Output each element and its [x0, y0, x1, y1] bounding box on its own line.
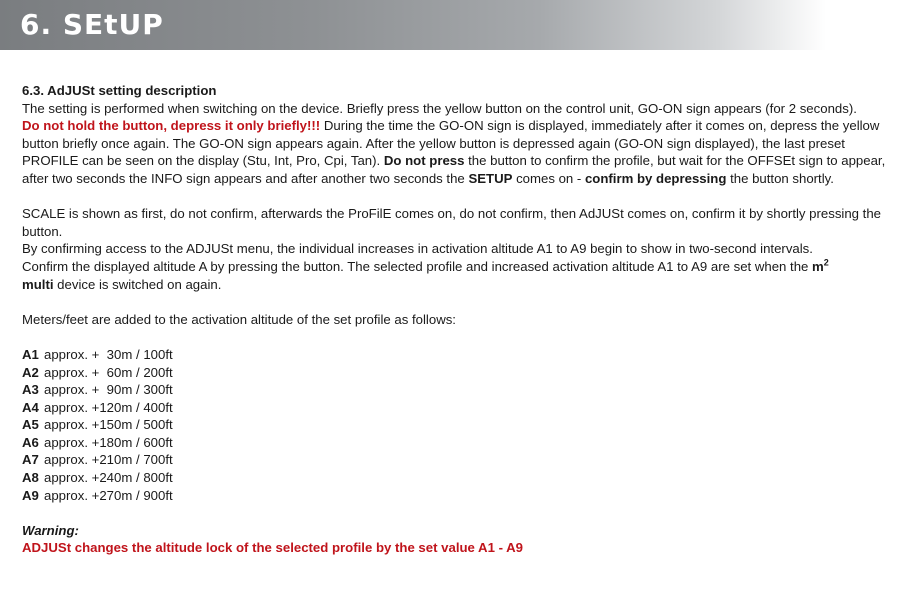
altitude-code: A1 [22, 346, 39, 362]
document-body [22, 82, 892, 557]
device-name-m: m [812, 258, 824, 274]
spacer [22, 188, 892, 206]
hold-warning: Do not hold the button, depress it only briefly!!! [22, 118, 321, 134]
list-item [22, 451, 892, 469]
altitude-list [22, 346, 892, 504]
list-item [22, 381, 892, 399]
altitude-code: A3 [22, 382, 39, 398]
list-item [22, 364, 892, 382]
list-item [22, 434, 892, 452]
altitude-value: approx. +180m / 600ft [44, 434, 173, 450]
altitude-code: A9 [22, 487, 39, 503]
warning-text: ADJUSt changes the altitude lock of the selected profile by the set value A1 - A9 [22, 540, 524, 556]
para4-text2: device is switched on again. [53, 276, 222, 292]
altitude-code: A7 [22, 452, 39, 468]
paragraph-adjust-menu: By confirming access to the ADJUSt menu, the individual increases in activation altitude A1 to A9 begin to show in two-second intervals. [22, 241, 813, 257]
para4-text1: Confirm the displayed altitude A by pressing the button. The selected profile and increased activation altitude A1 to A9 are set when the [22, 258, 813, 274]
warning-label: Warning: [22, 522, 79, 538]
spacer [22, 293, 892, 311]
para1-text2: During the time the GO-ON sign is displayed, immediately after it comes on, depress the yellow button briefly once again. The GO-ON sign appears again. After the yellow button is depressed again (GO-ON sign displayed), the last preset PROFILE can be seen on the display (Stu, Int, Pro, Cpi, Tan). [22, 118, 880, 169]
device-name-sup: 2 [823, 257, 829, 268]
page-title: 6. SEtUP [20, 8, 164, 41]
para1-text1: The setting is performed when switching on the device. Briefly press the yellow button on the control unit, GO-ON sign appears (for 2 seconds). [22, 100, 857, 116]
altitude-code: A8 [22, 470, 39, 486]
altitude-value: approx. + 60m / 200ft [44, 364, 173, 380]
setup-emphasis: SETUP [468, 170, 513, 186]
altitude-code: A5 [22, 417, 39, 433]
paragraph-scale: SCALE is shown as first, do not confirm, afterwards the ProFilE comes on, do not confirm, then AdJUSt comes on, confirm it by shortly pressing the button. [22, 206, 882, 239]
altitude-value: approx. + 30m / 100ft [44, 346, 173, 362]
do-not-press-emphasis: Do not press [383, 153, 465, 169]
spacer [22, 504, 892, 522]
list-item [22, 399, 892, 417]
spacer [22, 328, 892, 346]
paragraph-meters-feet: Meters/feet are added to the activation altitude of the set profile as follows: [22, 311, 456, 327]
device-name-multi: multi [22, 276, 54, 292]
para1-text4: comes on - [512, 170, 585, 186]
altitude-value: approx. +150m / 500ft [44, 417, 173, 433]
altitude-value: approx. + 90m / 300ft [44, 382, 173, 398]
altitude-code: A2 [22, 364, 39, 380]
altitude-code: A6 [22, 434, 39, 450]
list-item [22, 416, 892, 434]
section-title: 6.3. AdJUSt setting description [22, 83, 217, 98]
list-item [22, 487, 892, 505]
header-bar [0, 0, 898, 50]
confirm-emphasis: confirm by depressing [584, 170, 727, 186]
altitude-value: approx. +240m / 800ft [44, 470, 173, 486]
altitude-value: approx. +270m / 900ft [44, 487, 173, 503]
para1-text5: the button shortly. [726, 170, 834, 186]
para1-text3: the button to confirm the profile, but wait for the OFFSEt sign to appear, after two seconds the INFO sign appears and after another two seconds the [22, 153, 886, 186]
altitude-value: approx. +120m / 400ft [44, 399, 173, 415]
altitude-code: A4 [22, 399, 39, 415]
paragraph-instructions [22, 100, 892, 188]
list-item [22, 346, 892, 364]
list-item [22, 469, 892, 487]
paragraph-confirm [22, 258, 892, 293]
altitude-value: approx. +210m / 700ft [44, 452, 173, 468]
